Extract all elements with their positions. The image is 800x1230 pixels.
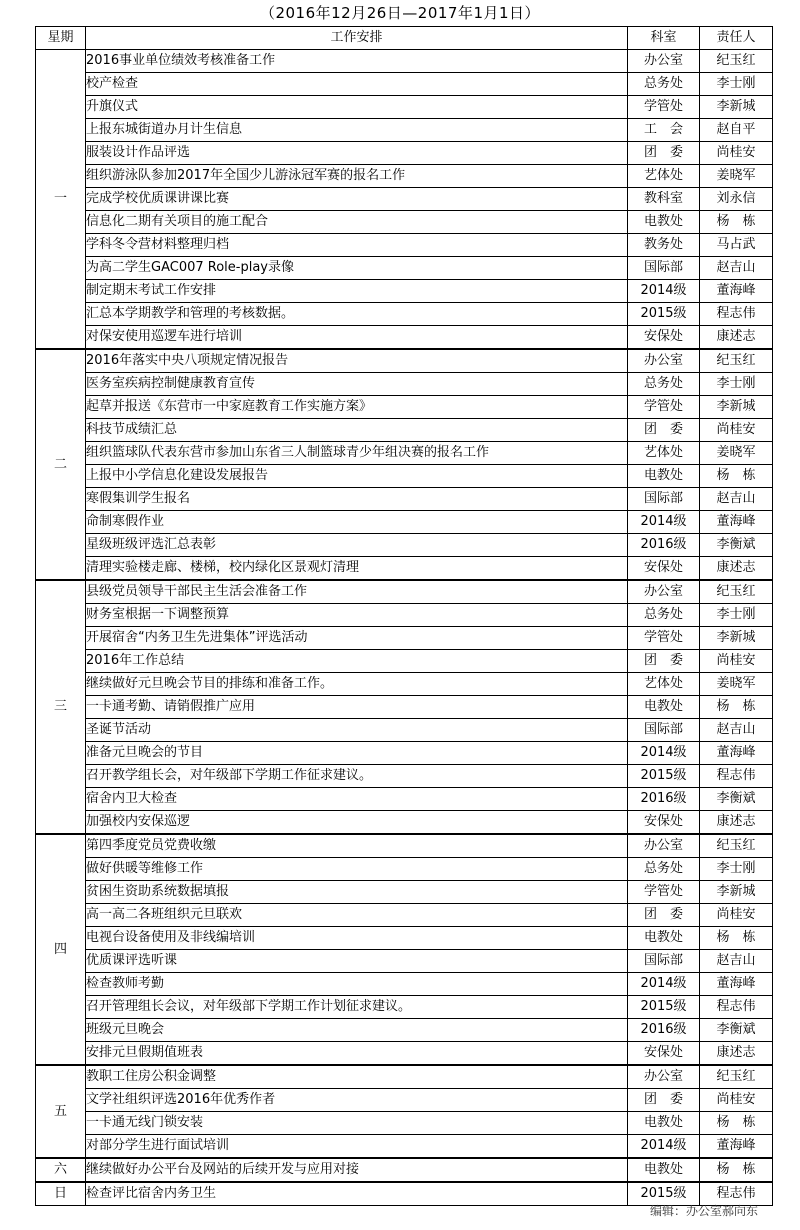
person-cell: 赵吉山 [700, 488, 773, 511]
task-cell: 起草并报送《东营市一中家庭教育工作实施方案》 [86, 396, 628, 419]
task-cell: 升旗仪式 [86, 96, 628, 119]
table-row [36, 904, 773, 927]
person-cell: 纪玉红 [700, 1065, 773, 1089]
person-cell: 尚桂安 [700, 650, 773, 673]
person-cell: 康述志 [700, 1042, 773, 1066]
dept-cell: 办公室 [628, 580, 700, 604]
dept-cell: 团 委 [628, 142, 700, 165]
dept-cell: 学管处 [628, 881, 700, 904]
table-row [36, 373, 773, 396]
dept-cell: 2015级 [628, 303, 700, 326]
task-cell: 教职工住房公积金调整 [86, 1065, 628, 1089]
person-cell: 杨 栋 [700, 1112, 773, 1135]
person-cell: 马占武 [700, 234, 773, 257]
weekday-cell: 一 [36, 50, 86, 350]
table-row [36, 719, 773, 742]
task-cell: 上报中小学信息化建设发展报告 [86, 465, 628, 488]
dept-cell: 艺体处 [628, 442, 700, 465]
table-row [36, 1065, 773, 1089]
weekday-cell: 四 [36, 834, 86, 1065]
header-dept: 科室 [628, 27, 700, 50]
table-row [36, 211, 773, 234]
dept-cell: 电教处 [628, 1112, 700, 1135]
editor-credit: 编辑：办公室郝向东 [649, 1204, 758, 1218]
table-row [36, 788, 773, 811]
dept-cell: 电教处 [628, 211, 700, 234]
person-cell: 杨 栋 [700, 211, 773, 234]
table-row [36, 1042, 773, 1066]
dept-cell: 2014级 [628, 511, 700, 534]
task-cell: 一卡通无线门锁安装 [86, 1112, 628, 1135]
task-cell: 检查教师考勤 [86, 973, 628, 996]
dept-cell: 教务处 [628, 234, 700, 257]
table-row [36, 511, 773, 534]
person-cell: 李新城 [700, 881, 773, 904]
dept-cell: 安保处 [628, 557, 700, 581]
table-row [36, 234, 773, 257]
task-cell: 制定期末考试工作安排 [86, 280, 628, 303]
table-row [36, 303, 773, 326]
weekday-cell: 六 [36, 1158, 86, 1182]
task-cell: 班级元旦晚会 [86, 1019, 628, 1042]
person-cell: 李衡斌 [700, 534, 773, 557]
person-cell: 康述志 [700, 326, 773, 350]
person-cell: 纪玉红 [700, 50, 773, 73]
task-cell: 命制寒假作业 [86, 511, 628, 534]
person-cell: 程志伟 [700, 996, 773, 1019]
task-cell: 继续做好办公平台及网站的后续开发与应用对接 [86, 1158, 628, 1182]
person-cell: 尚桂安 [700, 1089, 773, 1112]
task-cell: 召开管理组长会议，对年级部下学期工作计划征求建议。 [86, 996, 628, 1019]
person-cell: 赵吉山 [700, 950, 773, 973]
table-row [36, 73, 773, 96]
person-cell: 李衡斌 [700, 1019, 773, 1042]
dept-cell: 安保处 [628, 1042, 700, 1066]
table-row [36, 280, 773, 303]
dept-cell: 办公室 [628, 349, 700, 373]
task-cell: 科技节成绩汇总 [86, 419, 628, 442]
table-row [36, 742, 773, 765]
task-cell: 高一高二各班组织元旦联欢 [86, 904, 628, 927]
task-cell: 做好供暖等维修工作 [86, 858, 628, 881]
person-cell: 李士刚 [700, 604, 773, 627]
dept-cell: 2014级 [628, 1135, 700, 1159]
table-row [36, 627, 773, 650]
task-cell: 对保安使用巡逻车进行培训 [86, 326, 628, 350]
table-row [36, 442, 773, 465]
person-cell: 杨 栋 [700, 927, 773, 950]
task-cell: 服装设计作品评选 [86, 142, 628, 165]
person-cell: 纪玉红 [700, 349, 773, 373]
dept-cell: 国际部 [628, 719, 700, 742]
dept-cell: 国际部 [628, 488, 700, 511]
task-cell: 医务室疾病控制健康教育宣传 [86, 373, 628, 396]
task-cell: 财务室根据一下调整预算 [86, 604, 628, 627]
table-row [36, 50, 773, 73]
dept-cell: 电教处 [628, 465, 700, 488]
table-row [36, 165, 773, 188]
table-row [36, 534, 773, 557]
table-row [36, 1135, 773, 1159]
task-cell: 寒假集训学生报名 [86, 488, 628, 511]
dept-cell: 艺体处 [628, 673, 700, 696]
dept-cell: 国际部 [628, 257, 700, 280]
header-day: 星期 [36, 27, 86, 50]
weekday-cell: 日 [36, 1182, 86, 1206]
person-cell: 董海峰 [700, 1135, 773, 1159]
task-cell: 第四季度党员党费收缴 [86, 834, 628, 858]
table-row [36, 119, 773, 142]
dept-cell: 2015级 [628, 996, 700, 1019]
dept-cell: 团 委 [628, 904, 700, 927]
dept-cell: 艺体处 [628, 165, 700, 188]
task-cell: 为高二学生GAC007 Role-play录像 [86, 257, 628, 280]
task-cell: 汇总本学期教学和管理的考核数据。 [86, 303, 628, 326]
dept-cell: 安保处 [628, 326, 700, 350]
dept-cell: 总务处 [628, 373, 700, 396]
person-cell: 董海峰 [700, 973, 773, 996]
schedule-body [36, 50, 773, 1206]
person-cell: 赵吉山 [700, 719, 773, 742]
task-cell: 加强校内安保巡逻 [86, 811, 628, 835]
table-row [36, 396, 773, 419]
table-row [36, 834, 773, 858]
table-row [36, 257, 773, 280]
table-row [36, 996, 773, 1019]
schedule-table [35, 26, 773, 1206]
task-cell: 2016事业单位绩效考核准备工作 [86, 50, 628, 73]
table-row [36, 1112, 773, 1135]
table-row [36, 326, 773, 350]
person-cell: 赵吉山 [700, 257, 773, 280]
task-cell: 县级党员领导干部民主生活会准备工作 [86, 580, 628, 604]
table-row [36, 973, 773, 996]
task-cell: 贫困生资助系统数据填报 [86, 881, 628, 904]
person-cell: 董海峰 [700, 511, 773, 534]
dept-cell: 学管处 [628, 627, 700, 650]
person-cell: 程志伟 [700, 303, 773, 326]
person-cell: 杨 栋 [700, 696, 773, 719]
weekday-cell: 三 [36, 580, 86, 834]
person-cell: 李士刚 [700, 858, 773, 881]
task-cell: 组织篮球队代表东营市参加山东省三人制篮球青少年组决赛的报名工作 [86, 442, 628, 465]
person-cell: 李士刚 [700, 73, 773, 96]
task-cell: 信息化二期有关项目的施工配合 [86, 211, 628, 234]
dept-cell: 办公室 [628, 50, 700, 73]
dept-cell: 2014级 [628, 280, 700, 303]
person-cell: 李新城 [700, 96, 773, 119]
header-row [36, 27, 773, 50]
table-row [36, 1158, 773, 1182]
dept-cell: 电教处 [628, 1158, 700, 1182]
dept-cell: 工 会 [628, 119, 700, 142]
dept-cell: 学管处 [628, 96, 700, 119]
task-cell: 2016年落实中央八项规定情况报告 [86, 349, 628, 373]
person-cell: 董海峰 [700, 742, 773, 765]
dept-cell: 2015级 [628, 765, 700, 788]
task-cell: 组织游泳队参加2017年全国少儿游泳冠军赛的报名工作 [86, 165, 628, 188]
dept-cell: 2016级 [628, 534, 700, 557]
task-cell: 上报东城街道办月计生信息 [86, 119, 628, 142]
dept-cell: 电教处 [628, 696, 700, 719]
task-cell: 一卡通考勤、请销假推广应用 [86, 696, 628, 719]
person-cell: 康述志 [700, 811, 773, 835]
dept-cell: 团 委 [628, 419, 700, 442]
dept-cell: 办公室 [628, 1065, 700, 1089]
task-cell: 安排元旦假期值班表 [86, 1042, 628, 1066]
person-cell: 李衡斌 [700, 788, 773, 811]
person-cell: 李新城 [700, 627, 773, 650]
person-cell: 程志伟 [700, 765, 773, 788]
person-cell: 尚桂安 [700, 904, 773, 927]
task-cell: 准备元旦晚会的节目 [86, 742, 628, 765]
dept-cell: 办公室 [628, 834, 700, 858]
table-row [36, 1019, 773, 1042]
person-cell: 杨 栋 [700, 1158, 773, 1182]
task-cell: 学科冬令营材料整理归档 [86, 234, 628, 257]
task-cell: 宿舍内卫大检查 [86, 788, 628, 811]
dept-cell: 总务处 [628, 858, 700, 881]
schedule-title: （2016年12月26日—2017年1月1日） [259, 4, 541, 22]
table-row [36, 927, 773, 950]
task-cell: 星级班级评选汇总表彰 [86, 534, 628, 557]
person-cell: 康述志 [700, 557, 773, 581]
task-cell: 文学社组织评选2016年优秀作者 [86, 1089, 628, 1112]
table-row [36, 142, 773, 165]
header-task: 工作安排 [86, 27, 628, 50]
header-person: 责任人 [700, 27, 773, 50]
table-row [36, 650, 773, 673]
dept-cell: 总务处 [628, 73, 700, 96]
task-cell: 开展宿舍“内务卫生先进集体”评选活动 [86, 627, 628, 650]
table-row [36, 349, 773, 373]
task-cell: 2016年工作总结 [86, 650, 628, 673]
person-cell: 李士刚 [700, 373, 773, 396]
weekday-cell: 二 [36, 349, 86, 580]
task-cell: 检查评比宿舍内务卫生 [86, 1182, 628, 1206]
table-row [36, 465, 773, 488]
weekday-cell: 五 [36, 1065, 86, 1158]
table-row [36, 557, 773, 581]
task-cell: 完成学校优质课讲课比赛 [86, 188, 628, 211]
task-cell: 优质课评选听课 [86, 950, 628, 973]
dept-cell: 总务处 [628, 604, 700, 627]
person-cell: 杨 栋 [700, 465, 773, 488]
task-cell: 对部分学生进行面试培训 [86, 1135, 628, 1159]
person-cell: 刘永信 [700, 188, 773, 211]
task-cell: 圣诞节活动 [86, 719, 628, 742]
dept-cell: 2014级 [628, 973, 700, 996]
table-row [36, 696, 773, 719]
task-cell: 电视台设备使用及非线编培训 [86, 927, 628, 950]
dept-cell: 2014级 [628, 742, 700, 765]
table-row [36, 96, 773, 119]
task-cell: 召开教学组长会，对年级部下学期工作征求建议。 [86, 765, 628, 788]
person-cell: 纪玉红 [700, 580, 773, 604]
table-row [36, 858, 773, 881]
dept-cell: 2016级 [628, 788, 700, 811]
dept-cell: 学管处 [628, 396, 700, 419]
table-row [36, 580, 773, 604]
task-cell: 校产检查 [86, 73, 628, 96]
table-row [36, 488, 773, 511]
table-row [36, 604, 773, 627]
table-row [36, 673, 773, 696]
dept-cell: 团 委 [628, 1089, 700, 1112]
table-row [36, 811, 773, 835]
person-cell: 程志伟 [700, 1182, 773, 1206]
dept-cell: 电教处 [628, 927, 700, 950]
dept-cell: 安保处 [628, 811, 700, 835]
dept-cell: 2016级 [628, 1019, 700, 1042]
table-row [36, 881, 773, 904]
dept-cell: 团 委 [628, 650, 700, 673]
table-row [36, 950, 773, 973]
person-cell: 尚桂安 [700, 142, 773, 165]
table-row [36, 419, 773, 442]
table-row [36, 188, 773, 211]
table-row [36, 765, 773, 788]
person-cell: 姜晓军 [700, 673, 773, 696]
person-cell: 纪玉红 [700, 834, 773, 858]
task-cell: 继续做好元旦晚会节目的排练和准备工作。 [86, 673, 628, 696]
person-cell: 姜晓军 [700, 442, 773, 465]
table-row [36, 1089, 773, 1112]
person-cell: 董海峰 [700, 280, 773, 303]
task-cell: 清理实验楼走廊、楼梯，校内绿化区景观灯清理 [86, 557, 628, 581]
dept-cell: 教科室 [628, 188, 700, 211]
person-cell: 赵自平 [700, 119, 773, 142]
person-cell: 尚桂安 [700, 419, 773, 442]
person-cell: 李新城 [700, 396, 773, 419]
person-cell: 姜晓军 [700, 165, 773, 188]
dept-cell: 国际部 [628, 950, 700, 973]
dept-cell: 2015级 [628, 1182, 700, 1206]
